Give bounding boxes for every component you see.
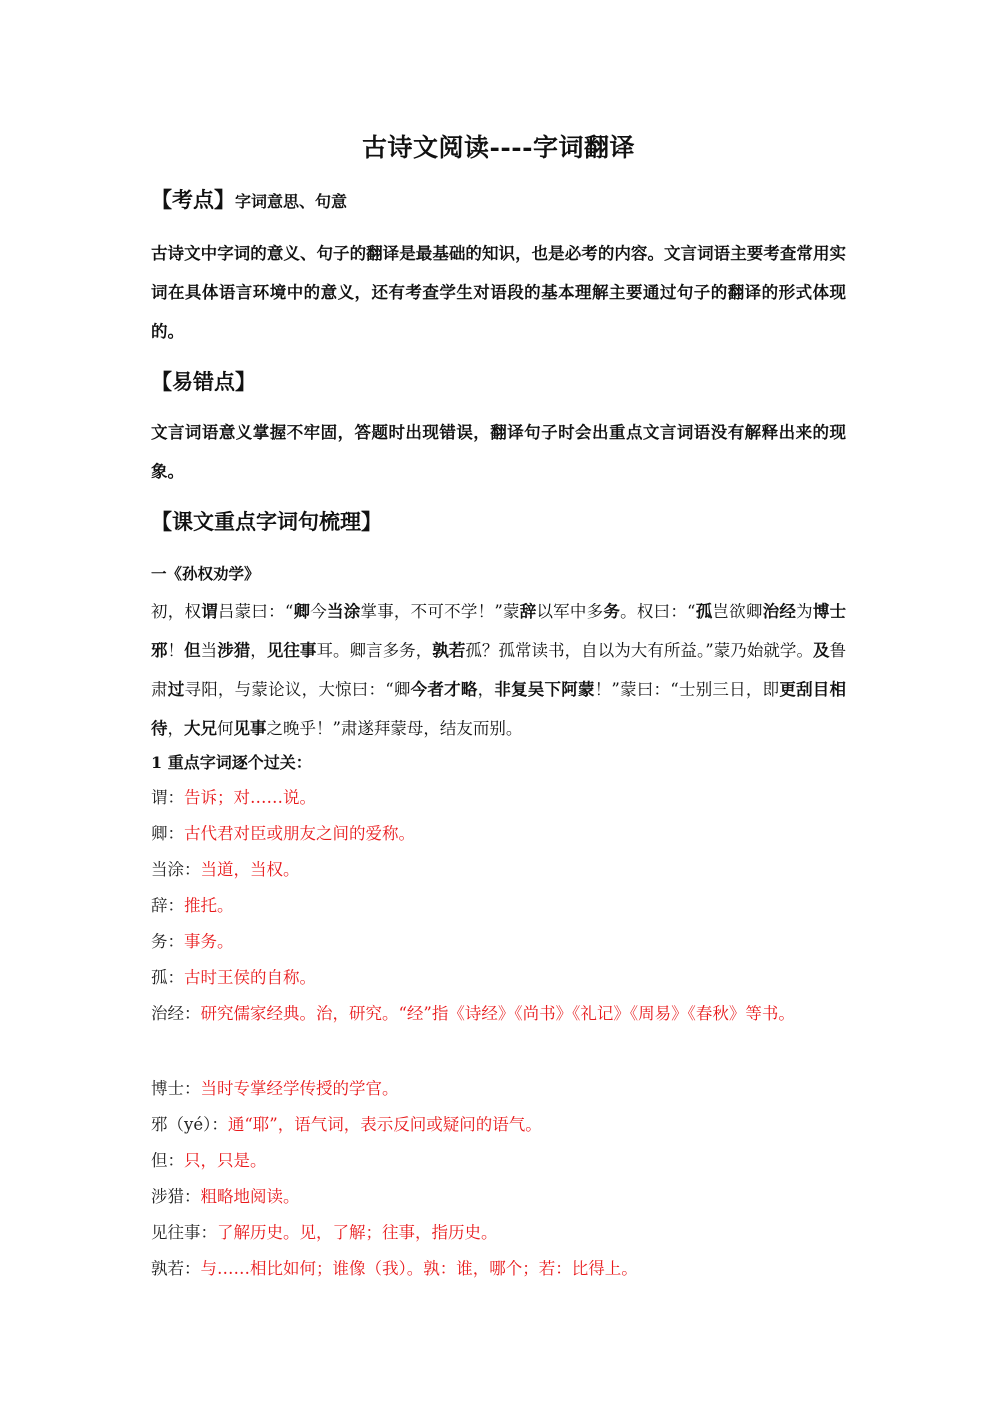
glossary-term: 涉猎：	[151, 1187, 201, 1206]
glossary-definition: 与……相比如何；谁像（我）。孰：谁，哪个；若：比得上。	[200, 1259, 638, 1278]
passage-text: ，	[477, 680, 495, 699]
glossary-item	[151, 1143, 846, 1179]
passage-text: 以军中多	[536, 602, 604, 621]
glossary-definition: 当时专掌经学传授的学官。	[200, 1079, 399, 1098]
glossary-heading: 1 重点字词逐个过关：	[151, 753, 312, 772]
passage-text: 岂欲卿	[712, 602, 763, 621]
glossary-definition: 告诉；对……说。	[184, 788, 316, 807]
passage-text: 当	[200, 641, 218, 660]
glossary-item	[151, 852, 846, 888]
glossary-term: 孤：	[151, 968, 184, 987]
glossary-term: 卿：	[151, 824, 184, 843]
document-title: 古诗文阅读----字词翻译	[361, 133, 635, 162]
passage-text: ！”蒙曰：“士别三日，即	[594, 680, 780, 699]
passage-text: ！	[167, 641, 185, 660]
passage-text: 之晚乎！”肃遂拜蒙母，结友而别。	[266, 719, 523, 738]
passage-text: 掌事，不可不学！”蒙	[360, 602, 520, 621]
passage-text: 为	[796, 602, 813, 621]
glossary-definition: 只，只是。	[184, 1151, 267, 1170]
glossary-definition: 当道，当权。	[200, 860, 300, 879]
passage-text: 初，权	[151, 602, 202, 621]
passage-text: 吕蒙曰：“	[217, 602, 294, 621]
kaodian-heading	[151, 184, 347, 214]
glossary-item	[151, 1215, 846, 1251]
lesson-title: 一《孙权劝学》	[151, 564, 260, 583]
glossary-definition: 古时王侯的自称。	[184, 968, 316, 987]
glossary-definition: 研究儒家经典。治，研究。“经”指《诗经》《尚书》《礼记》《周易》《春秋》等书。	[200, 1004, 795, 1023]
glossary-item	[151, 1179, 846, 1215]
glossary-definition: 古代君对臣或朋友之间的爱称。	[184, 824, 415, 843]
glossary-definition: 推托。	[184, 896, 234, 915]
glossary-term: 当涂：	[151, 860, 201, 879]
glossary-definition: 通“耶”，语气词，表示反问或疑问的语气。	[227, 1115, 542, 1134]
passage-keyword: 谓	[201, 602, 218, 621]
passage-keyword: 当涂	[327, 602, 361, 621]
glossary-definition: 了解历史。见，了解；往事，指历史。	[217, 1223, 498, 1242]
passage-keyword: 博士邪	[151, 602, 847, 660]
lesson-passage	[151, 592, 846, 748]
passage-keyword: 更刮目相待	[151, 680, 847, 738]
glossary-item	[151, 1071, 846, 1107]
passage-text: ，	[167, 719, 184, 738]
passage-keyword: 涉猎	[217, 641, 251, 660]
passage-keyword: 卿	[293, 602, 311, 621]
passage-keyword: 过	[167, 680, 185, 699]
shuli-heading: 【课文重点字词句梳理】	[151, 509, 382, 534]
glossary-item	[151, 996, 846, 1032]
passage-text: 何	[217, 719, 234, 738]
passage-keyword: 孰若	[432, 641, 466, 660]
glossary-item	[151, 1251, 846, 1287]
glossary-term: 谓：	[151, 788, 184, 807]
passage-keyword: 但	[184, 641, 201, 660]
glossary-item	[151, 816, 846, 852]
passage-keyword: 见事	[233, 719, 267, 738]
glossary-item	[151, 888, 846, 924]
passage-keyword: 辞	[519, 602, 537, 621]
glossary-item	[151, 780, 846, 816]
kaodian-label: 【考点】	[151, 187, 235, 212]
yicuo-heading: 【易错点】	[151, 369, 256, 394]
glossary-item	[151, 1107, 846, 1143]
glossary-term: 邪（yé）：	[151, 1115, 228, 1134]
passage-keyword: 非复吴下阿蒙	[494, 680, 595, 699]
passage-keyword: 及	[813, 641, 830, 660]
glossary-term: 但：	[151, 1151, 184, 1170]
glossary-definition: 粗略地阅读。	[200, 1187, 300, 1206]
passage-text: 今	[310, 602, 327, 621]
glossary-term: 务：	[151, 932, 184, 951]
glossary-term: 博士：	[151, 1079, 201, 1098]
passage-keyword: 治经	[762, 602, 797, 621]
glossary-term: 孰若：	[151, 1259, 201, 1278]
passage-text: 鲁肃	[151, 641, 847, 699]
intro-paragraph: 古诗文中字词的意义、句子的翻译是最基础的知识，也是必考的内容。文言词语主要考查常用实词在具体语言环境中的意义，还有考查学生对语段的基本理解主要通过句子的翻译的形式体现的。	[151, 244, 846, 341]
passage-keyword: 大兄	[184, 719, 217, 738]
glossary-item	[151, 960, 846, 996]
glossary-item	[151, 924, 846, 960]
kaodian-value: 字词意思、句意	[235, 192, 348, 211]
passage-text: 孤？孤常读书，自以为大有所益。”蒙乃始就学。	[465, 641, 814, 660]
glossary-definition: 事务。	[184, 932, 234, 951]
passage-keyword: 孤	[695, 602, 713, 621]
passage-text: 寻阳，与蒙论议，大惊曰：“卿	[184, 680, 411, 699]
passage-keyword: 务	[603, 602, 621, 621]
glossary-term: 治经：	[151, 1004, 201, 1023]
yicuo-paragraph: 文言词语意义掌握不牢固，答题时出现错误，翻译句子时会出重点文言词语没有解释出来的现象。	[151, 423, 846, 481]
glossary-term: 见往事：	[151, 1223, 217, 1242]
passage-text: 。权曰：“	[620, 602, 696, 621]
passage-text: ，	[250, 641, 267, 660]
passage-text: 耳。卿言多务，	[316, 641, 433, 660]
passage-keyword: 见往事	[266, 641, 317, 660]
passage-keyword: 今者才略	[410, 680, 478, 699]
glossary-term: 辞：	[151, 896, 184, 915]
